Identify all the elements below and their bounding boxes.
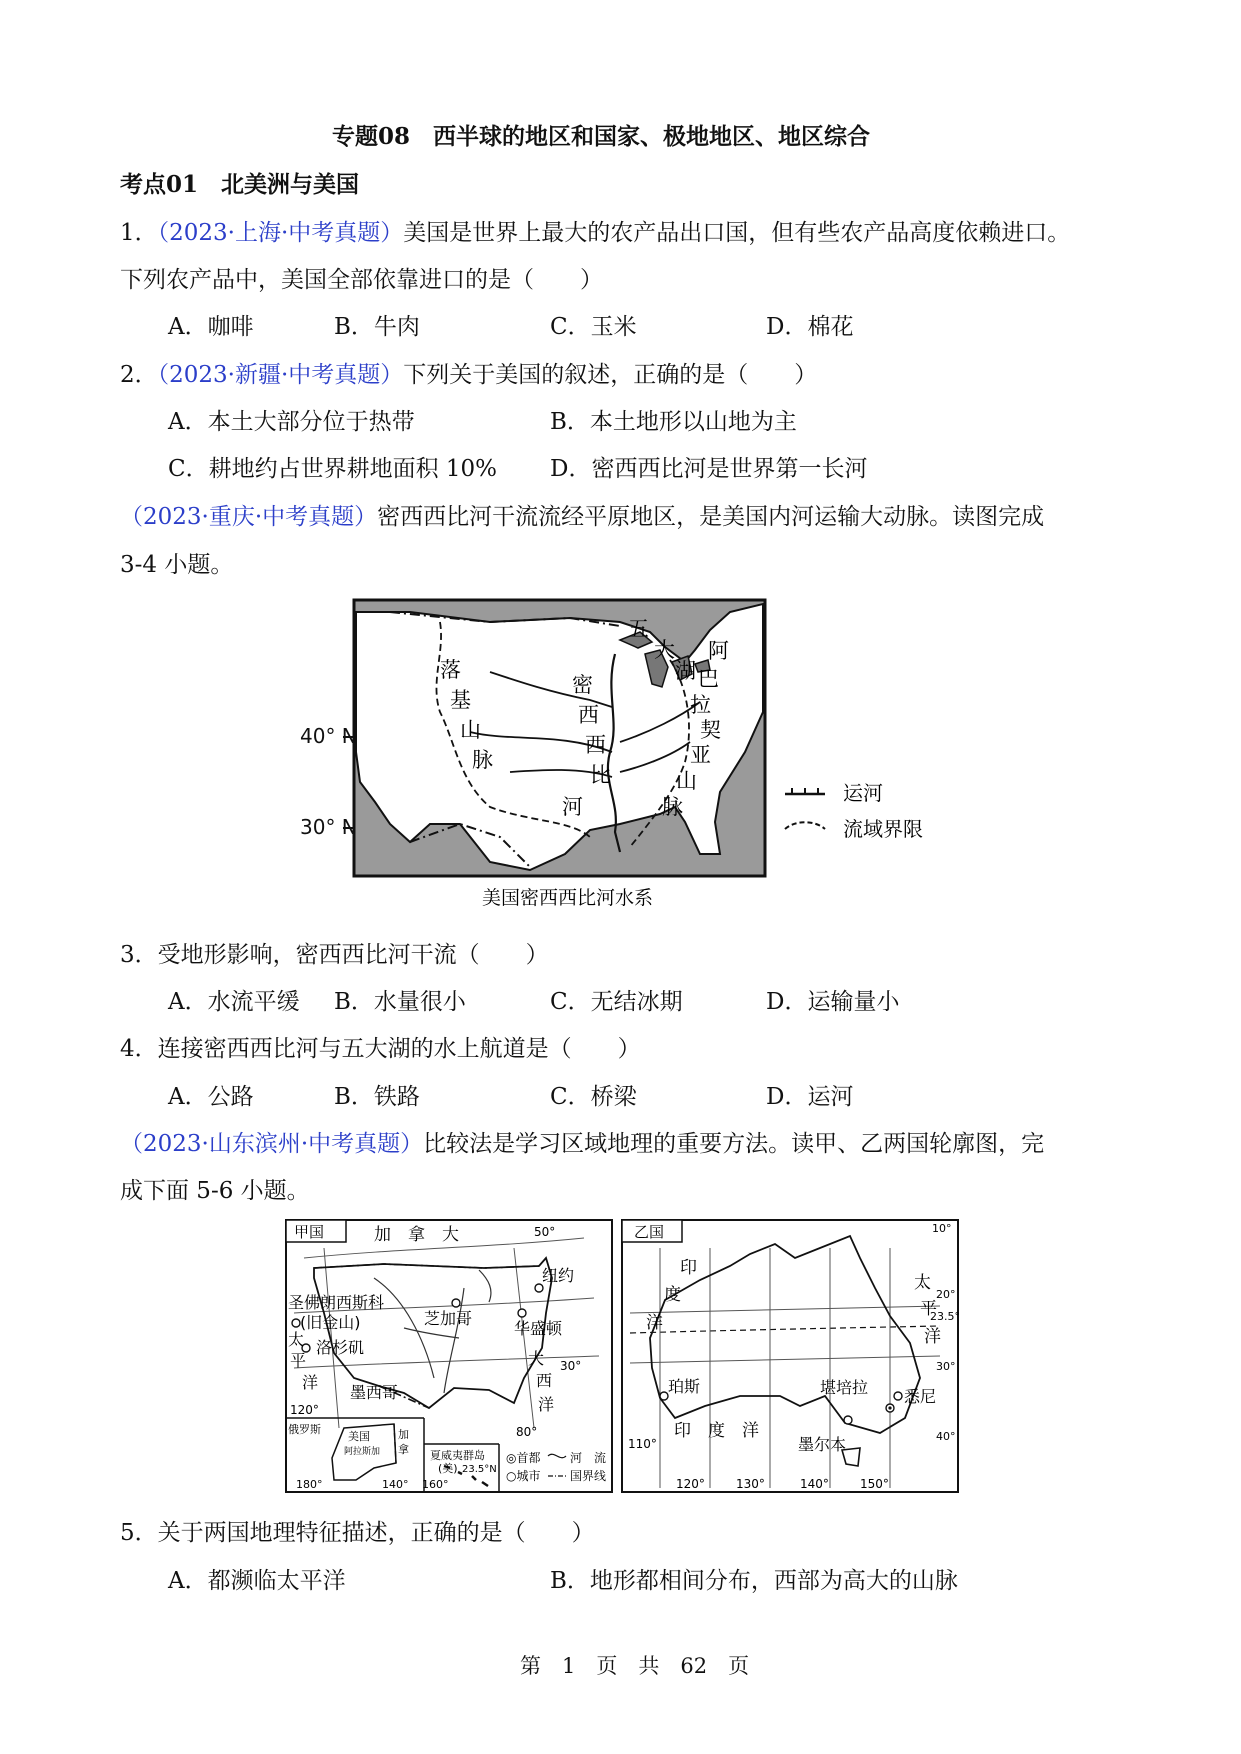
question-group-intro <box>120 1129 1044 1159</box>
map-label: 140° <box>382 1478 409 1491</box>
lat-40n-label: 40° N <box>300 724 357 748</box>
map-label: 阿拉斯加 <box>344 1447 381 1457</box>
question-number: 1． <box>120 220 158 246</box>
map-label: 平 <box>920 1299 937 1319</box>
map-label: 30° <box>560 1359 582 1373</box>
map-label: 洋 <box>538 1395 555 1414</box>
map-label: 加 拿 大 <box>374 1225 459 1245</box>
question-number: 5． <box>120 1520 158 1546</box>
question-text: 连接密西西比河与五大湖的水上航道是（ ） <box>157 1036 641 1062</box>
option-b: B．水量很小 <box>334 989 466 1015</box>
question-3 <box>120 940 549 970</box>
option-d: D．运输量小 <box>766 989 900 1015</box>
map-label: 110° <box>628 1437 657 1451</box>
map-label: 120° <box>676 1477 705 1491</box>
option-b: B．本土地形以山地为主 <box>550 409 797 435</box>
map-label: 平 <box>290 1351 307 1370</box>
map-label: 大 <box>654 638 675 662</box>
question-group-intro <box>120 502 1044 532</box>
map-label: (美) <box>438 1462 458 1475</box>
map-label: 亚 <box>690 743 711 767</box>
map-label: 圣佛朗西斯科 <box>288 1293 385 1312</box>
map-label: 西 <box>585 733 606 757</box>
map-label: 180° <box>296 1478 323 1491</box>
map-label: 西 <box>536 1371 553 1390</box>
map-label: 西 <box>578 703 599 727</box>
map-label: 120° <box>290 1403 319 1417</box>
mississippi-map <box>290 592 950 914</box>
question-1-line2: 下列农产品中，美国全部依靠进口的是（ ） <box>120 267 603 293</box>
map-label: 山 <box>460 718 481 742</box>
map-label: 20° <box>936 1288 956 1301</box>
map-label: 加 <box>398 1428 409 1441</box>
map-label: 洋 <box>302 1373 319 1392</box>
map-label: 150° <box>860 1477 889 1491</box>
map-label: 落 <box>440 658 461 682</box>
map-label: 悉尼 <box>904 1387 937 1406</box>
map-label: 印 度 洋 <box>674 1421 759 1441</box>
map-label: 比 <box>590 763 611 787</box>
map-label: 美国 <box>348 1430 370 1443</box>
map-label: 芝加哥 <box>424 1309 473 1328</box>
intro-text-line2: 成下面 5-6 小题。 <box>120 1178 310 1204</box>
map-label: 阿 <box>708 639 729 663</box>
question-1 <box>120 218 1070 248</box>
page-title: 专题08 西半球的地区和国家、极地地区、地区综合 <box>332 123 871 150</box>
question-text: 受地形影响，密西西比河干流（ ） <box>157 942 549 968</box>
map-legend: ○城市 <box>506 1469 541 1483</box>
map-label: 密 <box>572 673 593 697</box>
legend-basin-label: 流域界限 <box>843 817 923 841</box>
map-legend: 国界线 <box>570 1469 607 1483</box>
option-c: C．无结冰期 <box>550 989 683 1015</box>
map-label: 印 <box>680 1258 697 1278</box>
map-label: 纽约 <box>542 1266 575 1285</box>
section-heading: 考点01 北美洲与美国 <box>120 171 360 198</box>
option-a: A．公路 <box>168 1084 254 1110</box>
option-a: A．水流平缓 <box>168 989 300 1015</box>
map-label: 太 <box>288 1330 305 1349</box>
map-label: 基 <box>450 688 471 712</box>
map-label: 湖 <box>675 659 696 683</box>
map-label: 契 <box>700 718 721 742</box>
map-label: 洋 <box>646 1313 663 1333</box>
country-jia-label: 甲国 <box>294 1223 325 1241</box>
map-label: 山 <box>676 769 697 793</box>
map-label: 洋 <box>924 1327 941 1347</box>
question-number: 4． <box>120 1036 158 1062</box>
question-source: （2023·新疆·中考真题） <box>157 362 404 388</box>
option-d: D．密西西比河是世界第一长河 <box>550 456 868 482</box>
legend-canal-label: 运河 <box>843 781 883 805</box>
map-label: 拿 <box>398 1443 409 1456</box>
map-label: 130° <box>736 1477 765 1491</box>
map-label: 俄罗斯 <box>288 1423 321 1436</box>
option-c: C．耕地约占世界耕地面积 10% <box>168 456 498 482</box>
map-caption: 美国密西西比河水系 <box>482 887 654 909</box>
question-number: 3． <box>120 942 158 968</box>
map-label: 度 <box>664 1285 681 1305</box>
question-text: 美国是世界上最大的农产品出口国，但有些农产品高度依赖进口。 <box>403 220 1071 246</box>
map-label: 80° <box>516 1425 538 1439</box>
question-2 <box>120 360 817 390</box>
question-source: （2023·重庆·中考真题） <box>120 504 378 530</box>
map-legend: ◎首都 <box>506 1451 541 1465</box>
question-source: （2023·上海·中考真题） <box>157 220 404 246</box>
map-label: 太 <box>914 1273 931 1293</box>
question-5 <box>120 1518 595 1548</box>
question-number: 2． <box>120 362 158 388</box>
option-b: B．铁路 <box>334 1084 420 1110</box>
map-label: 拉 <box>690 693 711 717</box>
question-text: 关于两国地理特征描述，正确的是（ ） <box>157 1520 595 1546</box>
map-legend: 河 流 <box>570 1451 607 1465</box>
map-label: 30° <box>936 1360 956 1373</box>
map-label: 脉 <box>662 795 683 819</box>
intro-text: 比较法是学习区域地理的重要方法。读甲、乙两国轮廓图，完 <box>423 1131 1045 1157</box>
map-label: 140° <box>800 1477 829 1491</box>
option-d: D．棉花 <box>766 314 854 340</box>
map-label: 河 <box>562 795 583 819</box>
option-a: A．咖啡 <box>168 314 254 340</box>
map-label: 洛杉矶 <box>316 1338 365 1357</box>
question-source: （2023·山东滨州·中考真题） <box>120 1131 424 1157</box>
map-label: 23.5° <box>930 1310 960 1323</box>
map-label: 墨西哥 <box>350 1383 399 1402</box>
map-label: 珀斯 <box>668 1377 701 1396</box>
intro-text: 密西西比河干流流经平原地区，是美国内河运输大动脉。读图完成 <box>377 504 1045 530</box>
map-label: 23.5°N <box>462 1464 497 1475</box>
map-label: 大 <box>528 1349 545 1368</box>
option-d: D．运河 <box>766 1084 854 1110</box>
map-label: 五 <box>628 617 649 641</box>
map-label: 脉 <box>472 748 493 772</box>
option-c: C．玉米 <box>550 314 637 340</box>
map-label: 墨尔本 <box>798 1435 847 1454</box>
map-label: 华盛顿 <box>514 1319 563 1338</box>
map-label: 50° <box>534 1225 556 1239</box>
lat-30n-label: 30° N <box>300 815 357 839</box>
map-label: 10° <box>932 1222 952 1235</box>
question-text: 下列关于美国的叙述，正确的是（ ） <box>403 362 818 388</box>
page-footer: 第 1 页 共 62 页 <box>520 1654 750 1678</box>
country-yi-map <box>620 1218 960 1494</box>
option-b: B．牛肉 <box>334 314 420 340</box>
map-label: 巴 <box>698 667 719 691</box>
option-b: B．地形都相间分布，西部为高大的山脉 <box>550 1568 958 1594</box>
country-yi-label: 乙国 <box>634 1223 665 1241</box>
intro-text-line2: 3-4 小题。 <box>120 552 234 578</box>
option-a: A．本土大部分位于热带 <box>168 409 415 435</box>
option-a: A．都濒临太平洋 <box>168 1568 346 1594</box>
map-label: (旧金山) <box>300 1313 361 1332</box>
option-c: C．桥梁 <box>550 1084 637 1110</box>
map-label: 堪培拉 <box>820 1378 869 1397</box>
country-jia-map <box>284 1218 614 1494</box>
map-label: 夏威夷群岛 <box>430 1449 485 1462</box>
map-label: 160° <box>422 1478 449 1491</box>
question-4 <box>120 1034 641 1064</box>
map-label: 40° <box>936 1430 956 1443</box>
